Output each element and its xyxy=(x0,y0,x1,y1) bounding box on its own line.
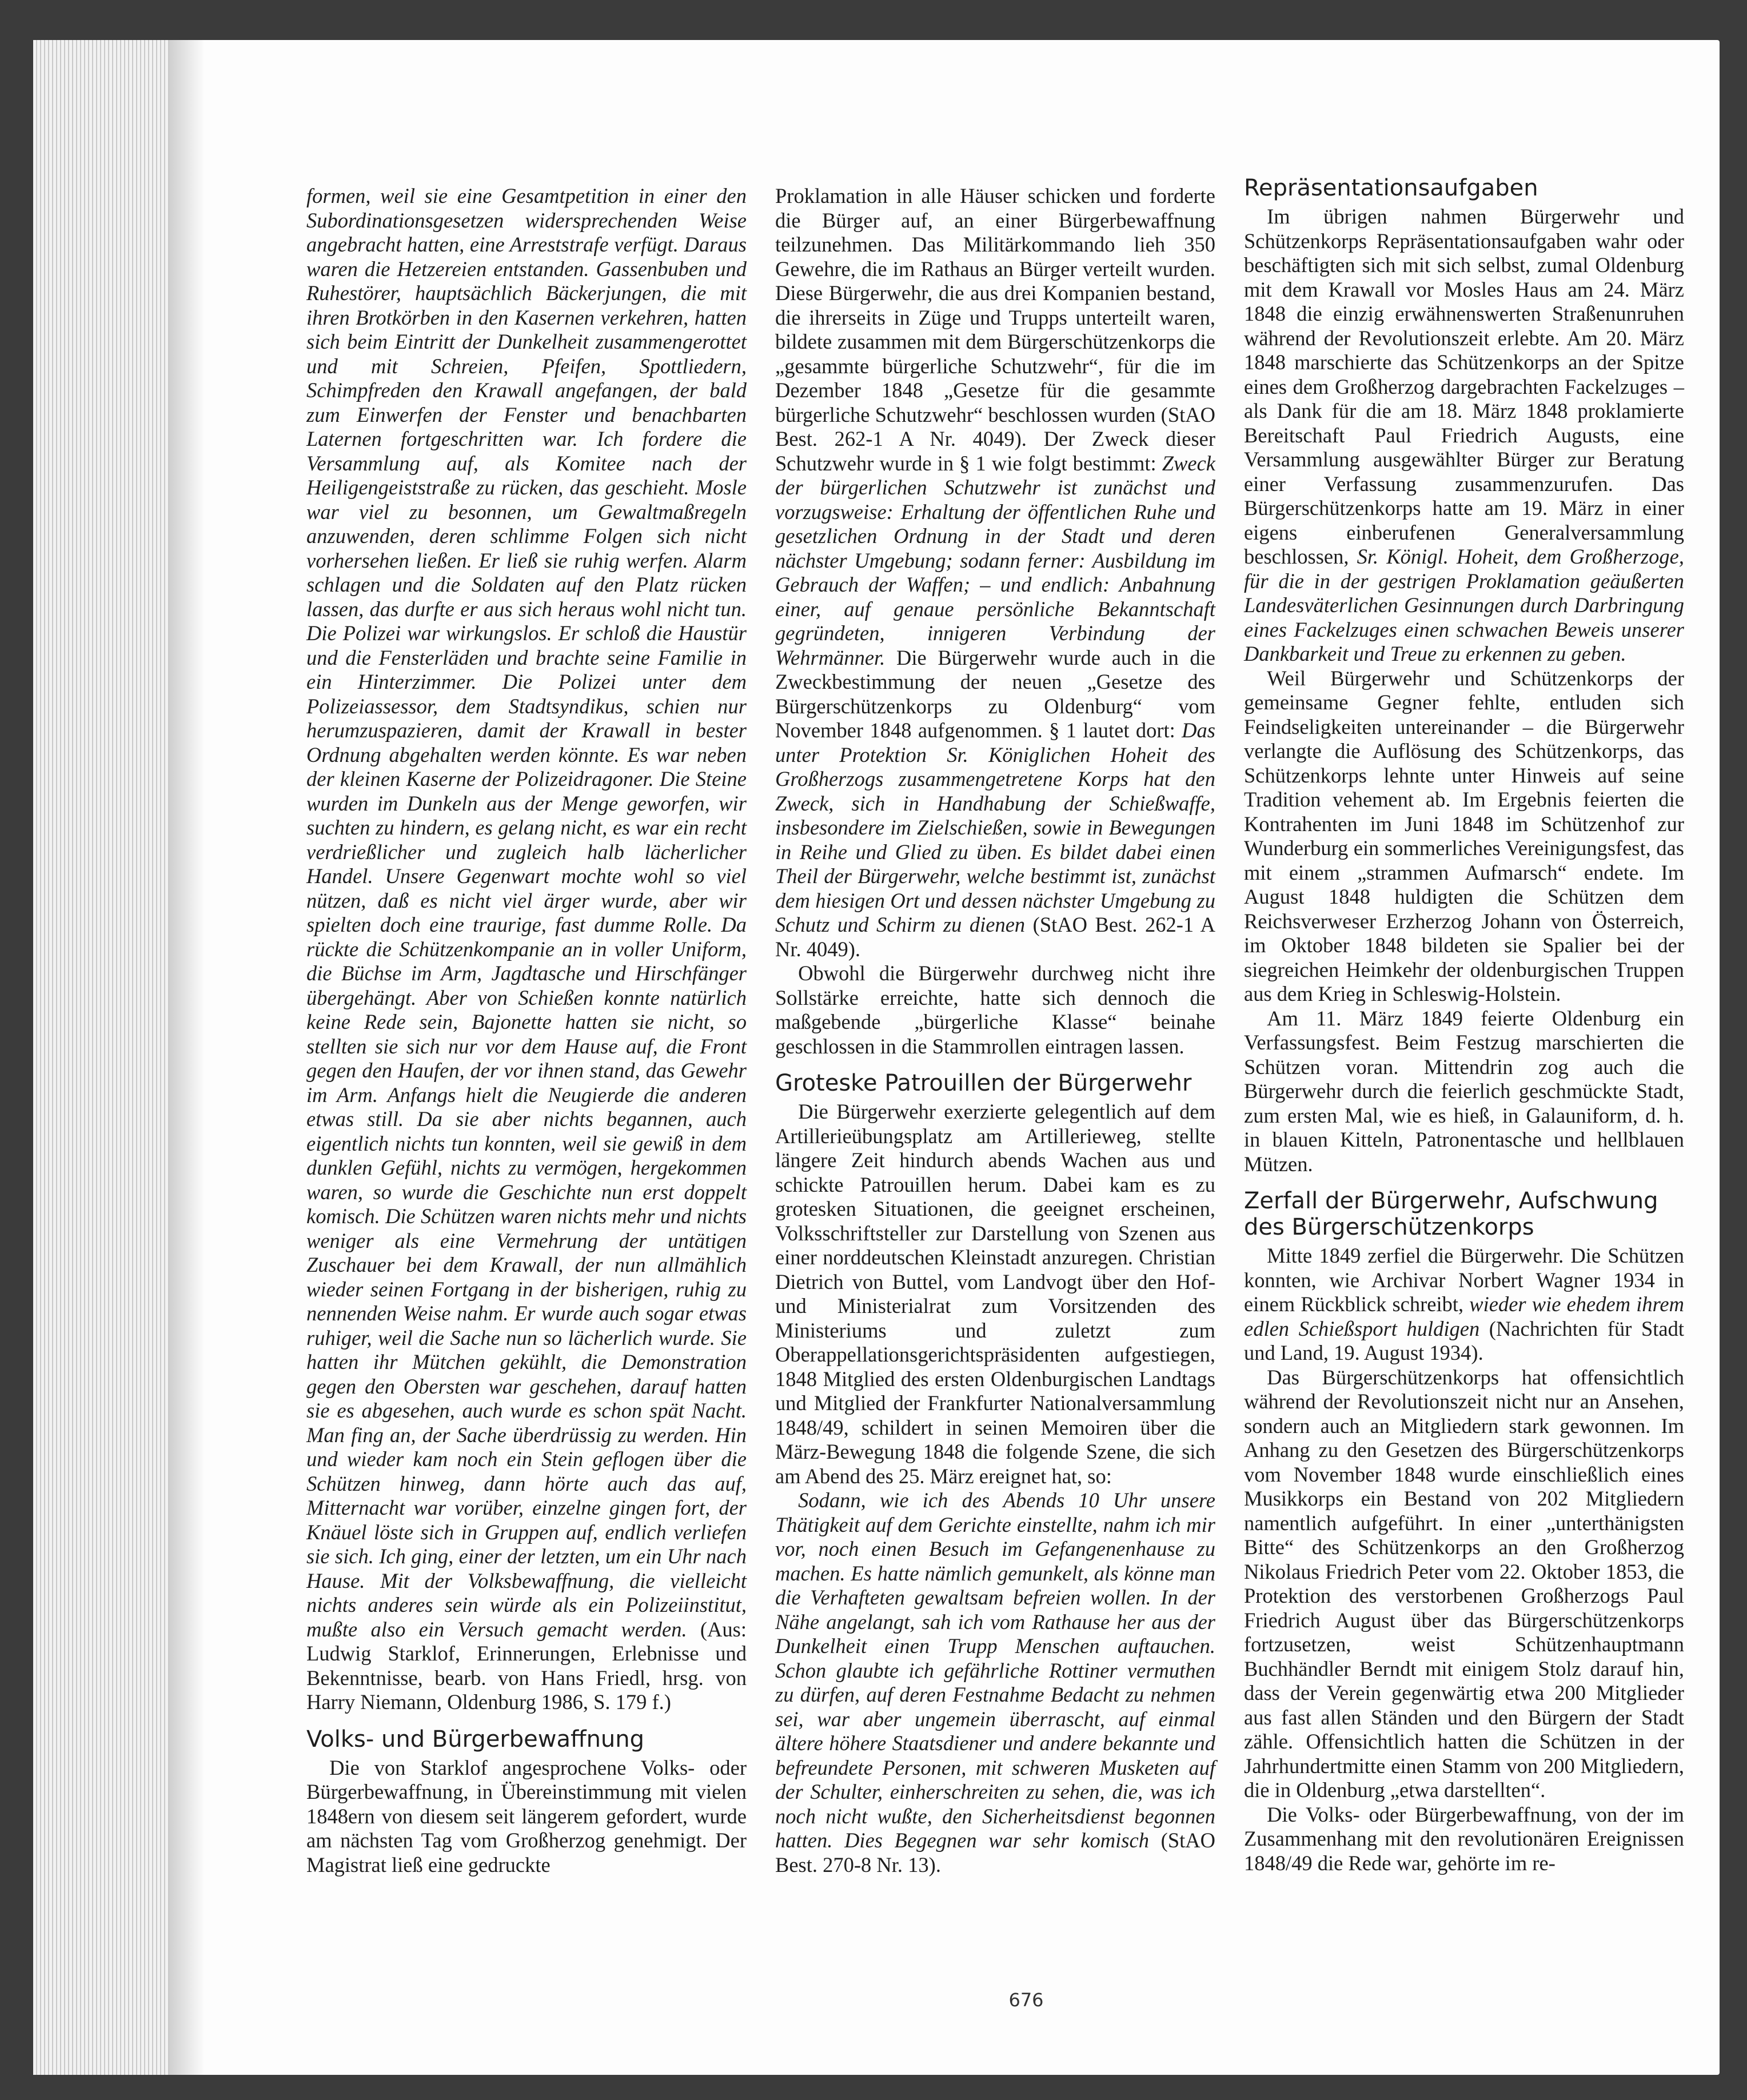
page-number: 676 xyxy=(1008,1989,1044,2011)
paragraph: Weil Bürgerwehr und Schützenkorps der gemeinsame Gegner fehlte, entluden sich Feindseligkeiten untereinander – die Bürgerwehr verlangte die Auflösung des Schützenkorps, das Schützenkorps lehnte unter Hinweis auf seine Tradition vehement ab. Im Ergebnis feierten die Kontrahenten im Juni 1848 im Schützenhof zur Wunderburg ein sommerliches Vereinigungsfest, das mit einem „strammen Aufmarsch“ endete. Im August 1848 huldigten die Schützen dem Reichsverweser Erzherzog Johann von Österreich, im Oktober 1848 bildeten sie Spalier bei der siegreichen Heimkehr der oldenburgischen Truppen aus dem Krieg in Schleswig-Holstein. xyxy=(1244,666,1684,1005)
paragraph xyxy=(306,184,747,1715)
quote-starklof: formen, weil sie eine Gesamtpetition in einer den Subordinationsgesetzen widersprechenden Weise angebracht hatten, eine Arreststrafe verfügt. Daraus waren die Hetzereien entstanden. Gassenbuben und Ruhestörer, hauptsächlich Bäckerjungen, die mit ihren Brotkörben in den Kasernen verkehren, hatten sich beim Eintritt der Dunkelheit zusammengerottet und mit Schreien, Pfeifen, Spottliedern, Schimpfreden den Krawall angefangen, der bald zum Einwerfen der Fenster und benachbarten Laternen fortgeschritten war. Ich fordere die Versammlung auf, als Komitee nach der Heiligengeiststraße zu rücken, das geschieht. Mosle war viel zu besonnen, um Gewaltmaßregeln anzuwenden, deren schlimme Folgen sich nicht vorhersehen ließen. Er ließ sie ruhig werfen. Alarm schlagen und die Soldaten auf den Platz rücken lassen, das durfte er aus sich heraus wohl nicht tun. Die Polizei war wirkungslos. Er schloß die Haustür und die Fensterläden und brachte seine Familie in ein Hinterzimmer. Die Polizei unter dem Polizeiassessor, dem Stadtsyndikus, schien nur herumzuspazieren, damit der Krawall in bester Ordnung abgehalten werden könnte. Es war neben der kleinen Kaserne der Polizeidragoner. Die Steine wurden im Dunkeln aus der Menge geworfen, wir suchten zu hindern, es gelang nicht, es war ein recht verdrießlicher und zugleich halb lächerlicher Handel. Unsere Gegenwart mochte wohl so viel nützen, daß es nicht viel ärger wurde, aber wir spielten doch eine traurige, fast dumme Rolle. Da rückte die Schützenkompanie an in voller Uniform, die Büchse im Arm, Jagdtasche und Hirschfänger übergehängt. Aber von Schießen konnte natürlich keine Rede sein, Bajonette hatten sie nicht, so stellten sie sich nur vor dem Hause auf, die Front gegen den Haufen, der vor ihnen stand, das Gewehr im Arm. Anfangs hielt die Neugierde die anderen etwas still. Da sie aber nichts begannen, auch eigentlich nichts tun konnten, weil sie gewiß in dem dunklen Gefühl, nichts zu vermögen, hergekommen waren, so wurde die Geschichte nun erst doppelt komisch. Die Schützen waren nichts mehr und nichts weniger als eine Vermehrung der untätigen Zuschauer bei dem Krawall, der nun allmählich wieder seinen Fortgang in der bisherigen, ruhig zu nennenden Weise nahm. Er wurde auch sogar etwas ruhiger, weil die Sache nun so lächerlich wurde. Sie hatten ihr Mütchen gekühlt, die Demonstration gegen den Obersten war geschehen, darauf hatten sie es abgesehen, auch wurde es schon spät Nacht. Man fing an, der Sache überdrüssig zu werden. Hin und wieder kam noch ein Stein geflogen über die Schützen hinweg, dann hörte auch das auf, Mitternacht war vorüber, einzelne gingen fort, der Knäuel löste sich in Gruppen auf, endlich verliefen sie sich. Ich ging, einer der letzten, um ein Uhr nach Hause. Mit der Volksbewaffnung, die vielleicht nichts anderes sein würde als ein Polizeiinstitut, mußte also ein Versuch gemacht werden. xyxy=(306,184,747,1641)
section-heading: Volks- und Bürgerbewaffnung xyxy=(306,1726,645,1752)
paragraph-text: Die Bürgerwehr wurde auch in die Zweckbestimmung der neuen „Gesetze des Bürgerschützenkorps zu Oldenburg“ vom November 1848 aufgenommen. § 1 lautet dort: xyxy=(775,645,1215,742)
paragraph: Das Bürgerschützenkorps hat offensichtlich während der Revolutionszeit nicht nur an Ansehen, sondern auch an Mitgliedern stark gewonnen. Im Anhang zu den Gesetzen des Bürgerschützenkorps vom November 1848 wurde einschließlich eines Musikkorps ein Bestand von 202 Mitgliedern namentlich aufgeführt. In einer „unterthänigsten Bitte“ des Schützenkorps an den Großherzog Nikolaus Friedrich Peter vom 22. Oktober 1853, die Protektion des verstorbenen Großherzogs Paul Friedrich August über das Bürgerschützenkorps fortzusetzen, weist Schützenhauptmann Buchhändler Berndt mit einigem Stolz darauf hin, dass der Verein gegenwärtig etwa 200 Mitglieder aus fast allen Ständen und den Bürgern der Stadt zähle. Offensichtlich hatten die Schützen in der Jahrhundertmitte einen Stamm von 200 Mitgliedern, die in Oldenburg „etwa darstellten“. xyxy=(1244,1365,1684,1802)
book-page xyxy=(171,40,1720,2075)
paragraph: Die von Starklof angesprochene Volks- oder Bürgerbewaffnung, in Übereinstimmung mit vielen 1848ern von diesem seit längerem gefordert, wurde am nächsten Tag vom Großherzog genehmigt. Der Magistrat ließ eine gedruckte xyxy=(306,1755,747,1877)
quote-fackelzug: Sr. Königl. Hoheit, dem Großherzoge, für die in der gestrigen Proklamation geäußerten Landesväterlichen Gesinnungen durch Darbringung eines Fackelzuges einen schwachen Beweis unserer Dankbarkeit und Treue zu erkennen zu geben. xyxy=(1244,545,1684,665)
quote-korps: Das unter Protektion Sr. Königlichen Hoheit des Großherzogs zusammengetretene Korps hat den Zweck, sich in Handhabung der Schießwaffe, insbesondere im Zielschießen, sowie in Bewegungen in Reihe und Glied zu üben. Es bildet dabei einen Theil der Bürgerwehr, welche bestimmt ist, zunächst dem hiesigen Ort und dessen nächster Umgebung zu Schutz und Schirm zu dienen xyxy=(775,718,1215,936)
source-citation: (StAO Best. 262-1 A Nr. 4049). xyxy=(775,913,1215,961)
source-citation: (StAO Best. 270-8 Nr. 13). xyxy=(775,1828,1215,1877)
section-heading: Groteske Patrouillen der Bürgerwehr xyxy=(775,1070,1192,1096)
quote-wagner: wieder wie ehedem ihrem edlen Schießsport huldigen xyxy=(1244,1292,1684,1340)
source-citation: (Aus: Ludwig Starklof, Erinnerungen, Erlebnisse und Bekenntnisse, bearb. von Hans Friedl, hrsg. von Harry Niemann, Oldenburg 1986, S. 179 f.) xyxy=(306,1617,747,1714)
text-column-left xyxy=(306,184,747,1877)
text-column-middle xyxy=(775,184,1215,1877)
paragraph: Die Bürgerwehr exerzierte gelegentlich auf dem Artillerieübungsplatz am Artillerieweg, stellte längere Zeit hindurch abends Wachen aus und schickte Patrouillen herum. Dabei kam es zu grotesken Situationen, die geeignet erscheinen, Volksschriftsteller zur Darstellung von Szenen aus einer norddeutschen Kleinstadt anzuregen. Christian Dietrich von Buttel, vom Landvogt über den Hof- und Ministerialrat zum Vorsitzenden des Ministeriums und zuletzt zum Oberappellationsgerichtspräsidenten aufgestiegen, 1848 Mitglied des ersten Oldenburgischen Landtags und Mitglied der Frankfurter Nationalversammlung 1848/49, schildert in seinen Memoiren über die März-Bewegung 1848 die folgende Szene, die sich am Abend des 25. März ereignet hat, so: xyxy=(775,1100,1215,1488)
quote-buttel: Sodann, wie ich des Abends 10 Uhr unsere Thätigkeit auf dem Gerichte einstellte, nahm ich mir vor, noch einen Besuch im Gefangenenhause zu machen. Es hatte nämlich gemunkelt, als könne man die Verhafteten gewaltsam befreien wollen. In der Nähe angelangt, sah ich vom Rathause her aus der Dunkelheit einen Trupp Menschen auftauchen. Schon glaubte ich gefährliche Rottiner vermuthen zu dürfen, auf deren Festnahme Bedacht zu nehmen sei, war aber ungemein überrascht, auf einmal ältere höhere Staatsdiener und andere bekannte und befreundete Personen, mit schweren Musketen auf der Schulter, einherschreiten zu sehen, die, was ich noch nicht wußte, den Sicherheitsdienst begonnen hatten. Dies Begegnen war sehr komisch xyxy=(775,1488,1215,1852)
text-column-right xyxy=(1244,175,1684,1875)
paragraph xyxy=(1244,1244,1684,1366)
page-edges xyxy=(33,40,171,2075)
section-heading: Repräsentationsaufgaben xyxy=(1244,175,1538,201)
paragraph xyxy=(775,184,1215,961)
paragraph: Die Volks- oder Bürgerbewaffnung, von der im Zusammenhang mit den revolutionären Ereignissen 1848/49 die Rede war, gehörte im re- xyxy=(1244,1802,1684,1875)
paragraph: Am 11. März 1849 feierte Oldenburg ein Verfassungsfest. Beim Festzug marschierten die Schützen voran. Mittendrin zog auch die Bürgerwehr durch die feierlich geschmückte Stadt, zum ersten Mal, wie es hieß, in Galauniform, d. h. in blauen Kitteln, Patronentasche und hellblauen Mützen. xyxy=(1244,1006,1684,1176)
paragraph-text: Proklamation in alle Häuser schicken und forderte die Bürger auf, an einer Bürgerbewaffnung teilzunehmen. Das Militärkommando lieh 350 Gewehre, die im Rathaus an Bürger verteilt wurden. Diese Bürgerwehr, die aus drei Kompanien bestand, die ihrerseits in Züge und Trupps unterteilt waren, bildete zusammen mit dem Bürgerschützenkorps die „gesammte bürgerliche Schutzwehr“, für die im Dezember 1848 „Gesetze für die gesammte bürgerliche Schutzwehr“ beschlossen wurden (StAO Best. 262-1 A Nr. 4049). Der Zweck dieser Schutzwehr wurde in § 1 wie folgt bestimmt: xyxy=(775,184,1215,475)
paragraph-text: Im übrigen nahmen Bürgerwehr und Schützenkorps Repräsentationsaufgaben wahr oder beschäftigten sich mit sich selbst, zumal Oldenburg mit dem Krawall vor Mosles Haus am 24. März 1848 die einzig erwähnenswerten Straßenunruhen während der Revolutionszeit erlebte. Am 20. März 1848 marschierte das Schützenkorps an der Spitze eines dem Großherzog dargebrachten Fackelzuges – als Dank für die am 18. März 1848 proklamierte Bereitschaft Paul Friedrich Augusts, eine Versammlung ausgewählter Bürger zur Beratung einer Verfassung zusammenzurufen. Das Bürgerschützenkorps hatte am 19. März in einer eigens einberufenen Generalversammlung beschlossen, xyxy=(1244,205,1684,568)
section-heading: Zerfall der Bürgerwehr, Aufschwung des Bürgerschützenkorps xyxy=(1244,1188,1658,1240)
paragraph-text: Mitte 1849 zerfiel die Bürgerwehr. Die Schützen konnten, wie Archivar Norbert Wagner 1934 in einem Rückblick schreibt, xyxy=(1244,1244,1684,1316)
paragraph xyxy=(1244,205,1684,666)
source-citation: (Nachrichten für Stadt und Land, 19. August 1934). xyxy=(1244,1316,1684,1364)
paragraph xyxy=(775,1488,1215,1877)
paragraph: Obwohl die Bürgerwehr durchweg nicht ihre Sollstärke erreichte, hatte sich dennoch die maßgebende „bürgerliche Klasse“ beinahe geschlossen in die Stammrollen eintragen lassen. xyxy=(775,961,1215,1058)
quote-schutzwehr: Zweck der bürgerlichen Schutzwehr ist zunächst und vorzugsweise: Erhaltung der öffentlichen Ruhe und gesetzlichen Ordnung in der Stadt und deren nächster Umgebung; sodann ferner: Ausbildung im Gebrauch der Waffen; – und endlich: Anbahnung einer, auf genaue persönliche Bekanntschaft gegründeten, innigeren Verbindung der Wehrmänner. xyxy=(775,451,1215,669)
